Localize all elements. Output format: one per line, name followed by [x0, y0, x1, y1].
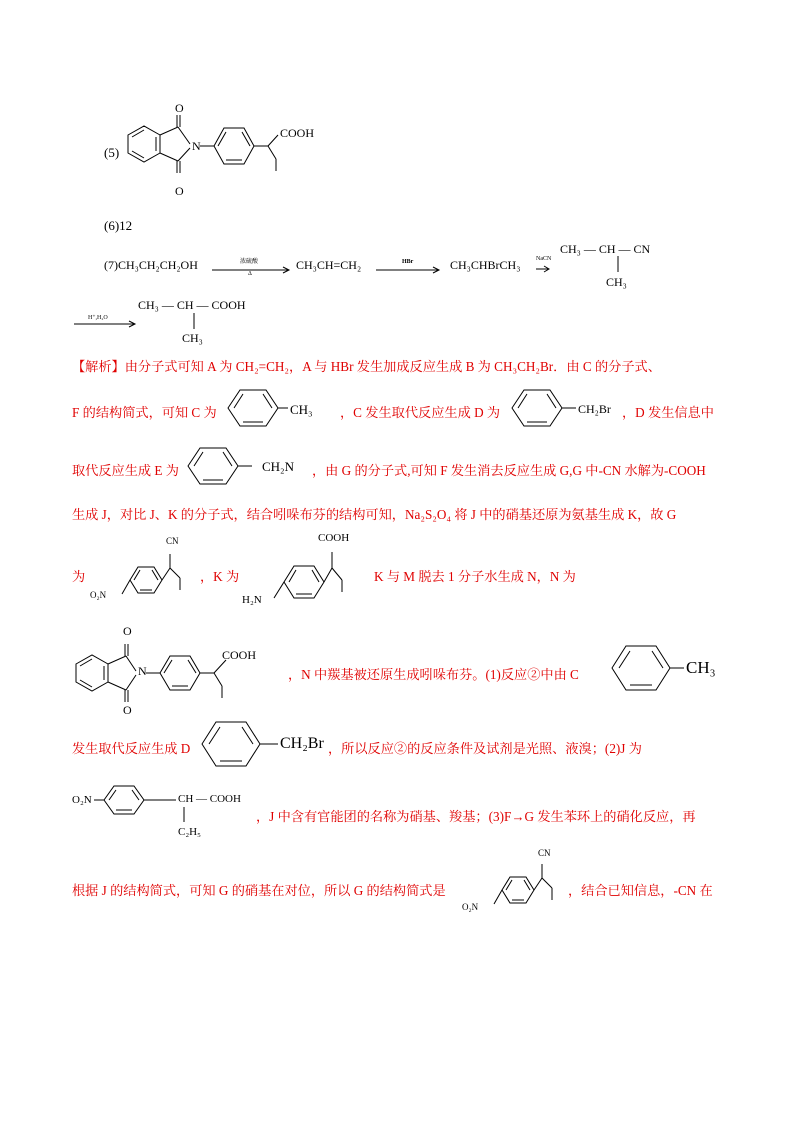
k-nh2: H₂N: [242, 594, 262, 606]
q7-prod1: CH₃CH=CH₂: [296, 258, 362, 272]
g2-no2: O₂N: [462, 902, 479, 912]
analysis-line-2b: ，C 发生取代反应生成 D 为: [340, 405, 501, 420]
q7-prod4: CH₃ — CH — COOH: [138, 298, 246, 312]
analysis-line-5b: ，K 为: [200, 569, 240, 584]
analysis-line-5a: 为: [72, 569, 86, 584]
analysis-line-7a: 发生取代反应生成 D: [72, 741, 191, 756]
n-o-bottom: O: [123, 703, 132, 717]
c-toluene-icon: [610, 642, 686, 694]
arrow-3-icon: [536, 265, 550, 273]
analysis-line-5c: K 与 M 脱去 1 分子水生成 N，N 为: [374, 569, 576, 584]
q7-reagent4: H⁺,H₂O: [88, 315, 108, 321]
analysis-line-1: 【解析】由分子式可知 A 为 CH₂=CH₂，A 与 HBr 发生加成反应生成 B 为 CH₃CH₂Br．由 C 的分子式、: [72, 359, 661, 374]
benzyl-n-icon: [186, 444, 246, 488]
analysis-line-3a: 取代反应生成 E 为: [72, 463, 179, 478]
q7-prod3-bond: [616, 256, 620, 274]
arrow-2-icon: [376, 266, 442, 274]
g2-structure: [480, 850, 570, 920]
q7-reagent1: 浓硫酸: [240, 259, 259, 265]
j-c2h5: C₂H₅: [178, 826, 201, 838]
q7-prod3-sub: CH₃: [606, 275, 627, 289]
analysis-line-7b: ，所以反应②的反应条件及试剂是光照、液溴；(2)J 为: [328, 741, 642, 756]
q7-prod3: CH₃ — CH — CN: [560, 242, 651, 256]
q5-n: N: [192, 139, 201, 153]
d-ch2br: CH₂Br: [578, 402, 611, 416]
g-structure: [108, 540, 198, 610]
analysis-line-2a: F 的结构简式，可知 C 为: [72, 405, 217, 420]
n-o-top: O: [123, 624, 132, 638]
k-cooh: COOH: [318, 532, 350, 544]
c-ch3-large: CH₃: [686, 658, 716, 677]
j-chain: CH — COOH: [178, 793, 241, 805]
arrow-1-icon: [212, 266, 292, 274]
toluene-icon: [226, 386, 286, 430]
k-structure: [262, 540, 362, 610]
analysis-line-6a: ，N 中羰基被还原生成吲哚布芬。(1)反应②中由 C: [288, 667, 579, 682]
q7-cond1: Δ: [248, 271, 252, 277]
q5-o-bottom: O: [175, 184, 184, 198]
q7-start: (7)CH₃CH₂CH₂OH: [104, 258, 198, 272]
n-structure: [70, 620, 300, 720]
j-structure: [94, 780, 244, 840]
q7-reagent2: HBr: [402, 259, 414, 265]
g-cn: CN: [166, 536, 179, 546]
q5-o-top: O: [175, 101, 184, 115]
q7-prod2: CH₃CHBrCH₃: [450, 258, 521, 272]
n-cooh: COOH: [222, 648, 257, 662]
q7-reagent3: NaCN: [536, 256, 552, 262]
j-no2: O₂N: [72, 794, 92, 806]
g2-cn: CN: [538, 848, 551, 858]
arrow-4-icon: [74, 320, 138, 328]
g-no2: O₂N: [90, 590, 107, 600]
q5-cooh: COOH: [280, 126, 315, 140]
analysis-line-8: ，J 中含有官能团的名称为硝基、羧基；(3)F→G 发生苯环上的硝化反应，再: [256, 809, 696, 824]
q5-label: (5): [104, 145, 120, 160]
e-ch2n: CH₂N: [262, 459, 294, 474]
q7-prod4-bond: [192, 313, 196, 331]
n-n: N: [138, 664, 147, 678]
analysis-line-4: 生成 J，对比 J、K 的分子式，结合吲哚布芬的结构可知，Na₂S₂O₄ 将 J 中的硝基还原为氨基生成 K，故 G: [72, 507, 677, 522]
d-ch2br-large: CH₂Br: [280, 735, 324, 752]
benzyl-bromide-icon: [510, 386, 570, 430]
c-ch3: CH₃: [290, 402, 313, 417]
analysis-line-3b: ，由 G 的分子式,可知 F 发生消去反应生成 G,G 中-CN 水解为-COOH: [312, 463, 706, 478]
analysis-line-9b: ，结合已知信息，-CN 在: [568, 883, 713, 898]
q6-answer: (6)12: [104, 218, 133, 233]
q5-structure: [118, 95, 358, 205]
analysis-line-9a: 根据 J 的结构简式，可知 G 的硝基在对位，所以 G 的结构简式是: [72, 883, 446, 898]
analysis-line-2c: ，D 发生信息中: [622, 405, 714, 420]
d-benzyl-bromide-icon: [200, 718, 276, 770]
q7-prod4-sub: CH₃: [182, 331, 203, 345]
